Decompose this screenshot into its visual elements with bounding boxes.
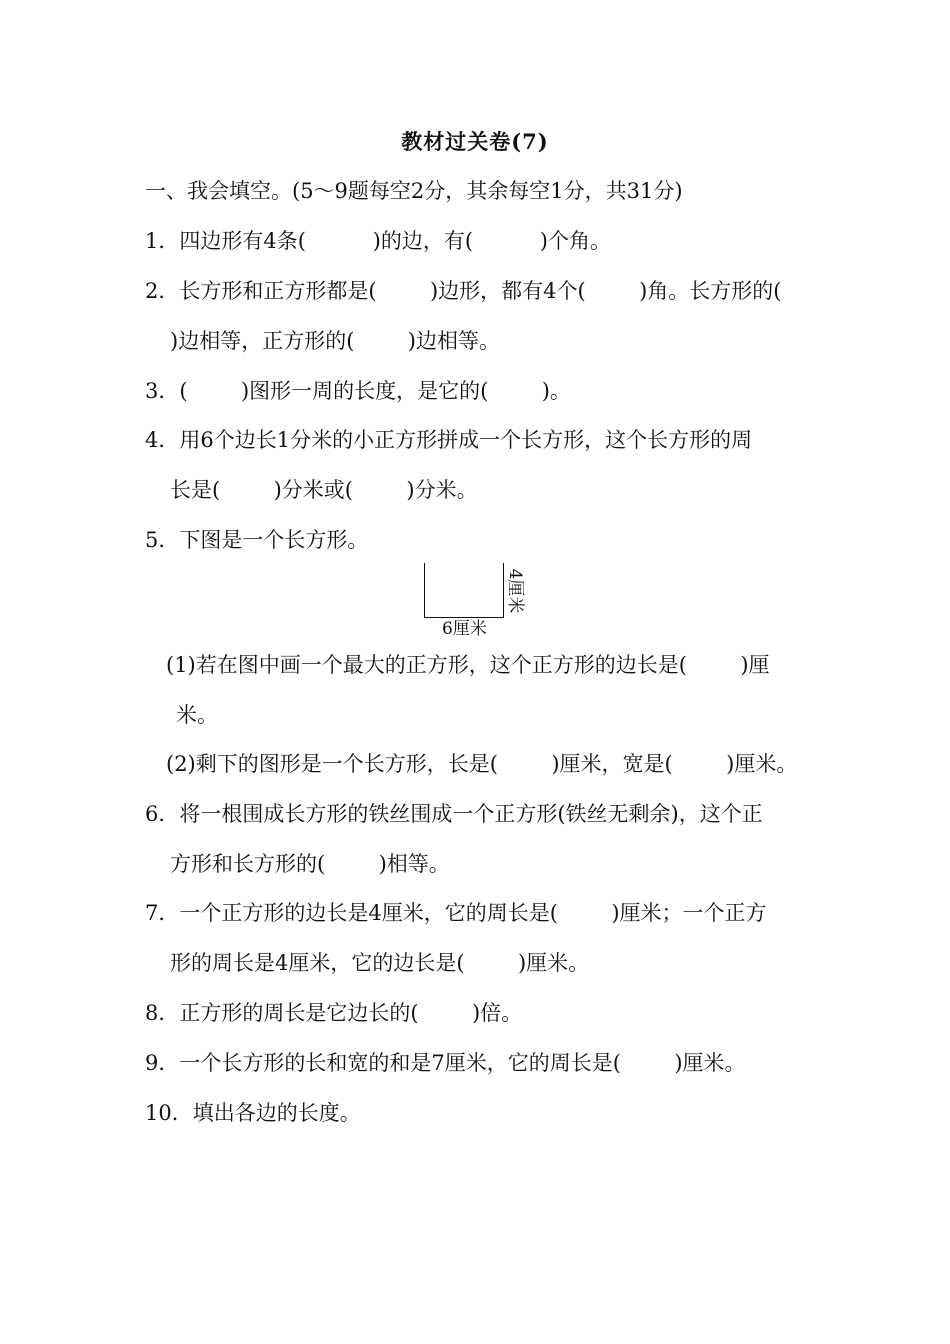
question-9: 9．一个长方形的长和宽的和是7厘米，它的周长是( )厘米。 (145, 1051, 746, 1075)
question-8: 8．正方形的周长是它边长的( )倍。 (145, 1001, 523, 1025)
width-label: 6厘米 (442, 619, 487, 639)
question-2-line-2: )边相等，正方形的( )边相等。 (170, 329, 500, 353)
question-1: 1．四边形有4条( )的边，有( )个角。 (145, 229, 611, 253)
height-label: 4厘米 (505, 568, 525, 614)
page-title: 教材过关卷(7) (401, 129, 549, 154)
question-5-sub-2: (2)剩下的图形是一个长方形，长是( )厘米，宽是( )厘米。 (166, 752, 798, 776)
question-5: 5．下图是一个长方形。 (145, 528, 369, 552)
question-2-line-1: 2．长方形和正方形都是( )边形，都有4个( )角。长方形的( (145, 279, 782, 303)
rectangle-shape (424, 563, 504, 618)
question-7-line-1: 7．一个正方形的边长是4厘米，它的周长是( )厘米；一个正方 (145, 901, 767, 925)
question-4-line-2: 长是( )分米或( )分米。 (170, 478, 478, 502)
question-5-sub-1-line-1: (1)若在图中画一个最大的正方形，这个正方形的边长是( )厘 (166, 653, 770, 677)
question-4-line-1: 4．用6个边长1分米的小正方形拼成一个长方形，这个长方形的周 (145, 428, 753, 452)
question-6-line-2: 方形和长方形的( )相等。 (170, 852, 450, 876)
height-label-wrap (504, 567, 528, 617)
section-heading: 一、我会填空。(5～9题每空2分，其余每空1分，共31分) (145, 179, 683, 203)
question-5-sub-1-line-2: 米。 (176, 703, 218, 727)
rectangle-figure (418, 561, 538, 643)
question-10: 10．填出各边的长度。 (145, 1101, 361, 1125)
question-3: 3．( )图形一周的长度，是它的( )。 (145, 379, 571, 403)
question-7-line-2: 形的周长是4厘米，它的边长是( )厘米。 (170, 951, 590, 975)
question-6-line-1: 6．将一根围成长方形的铁丝围成一个正方形(铁丝无剩余)，这个正 (145, 802, 763, 826)
